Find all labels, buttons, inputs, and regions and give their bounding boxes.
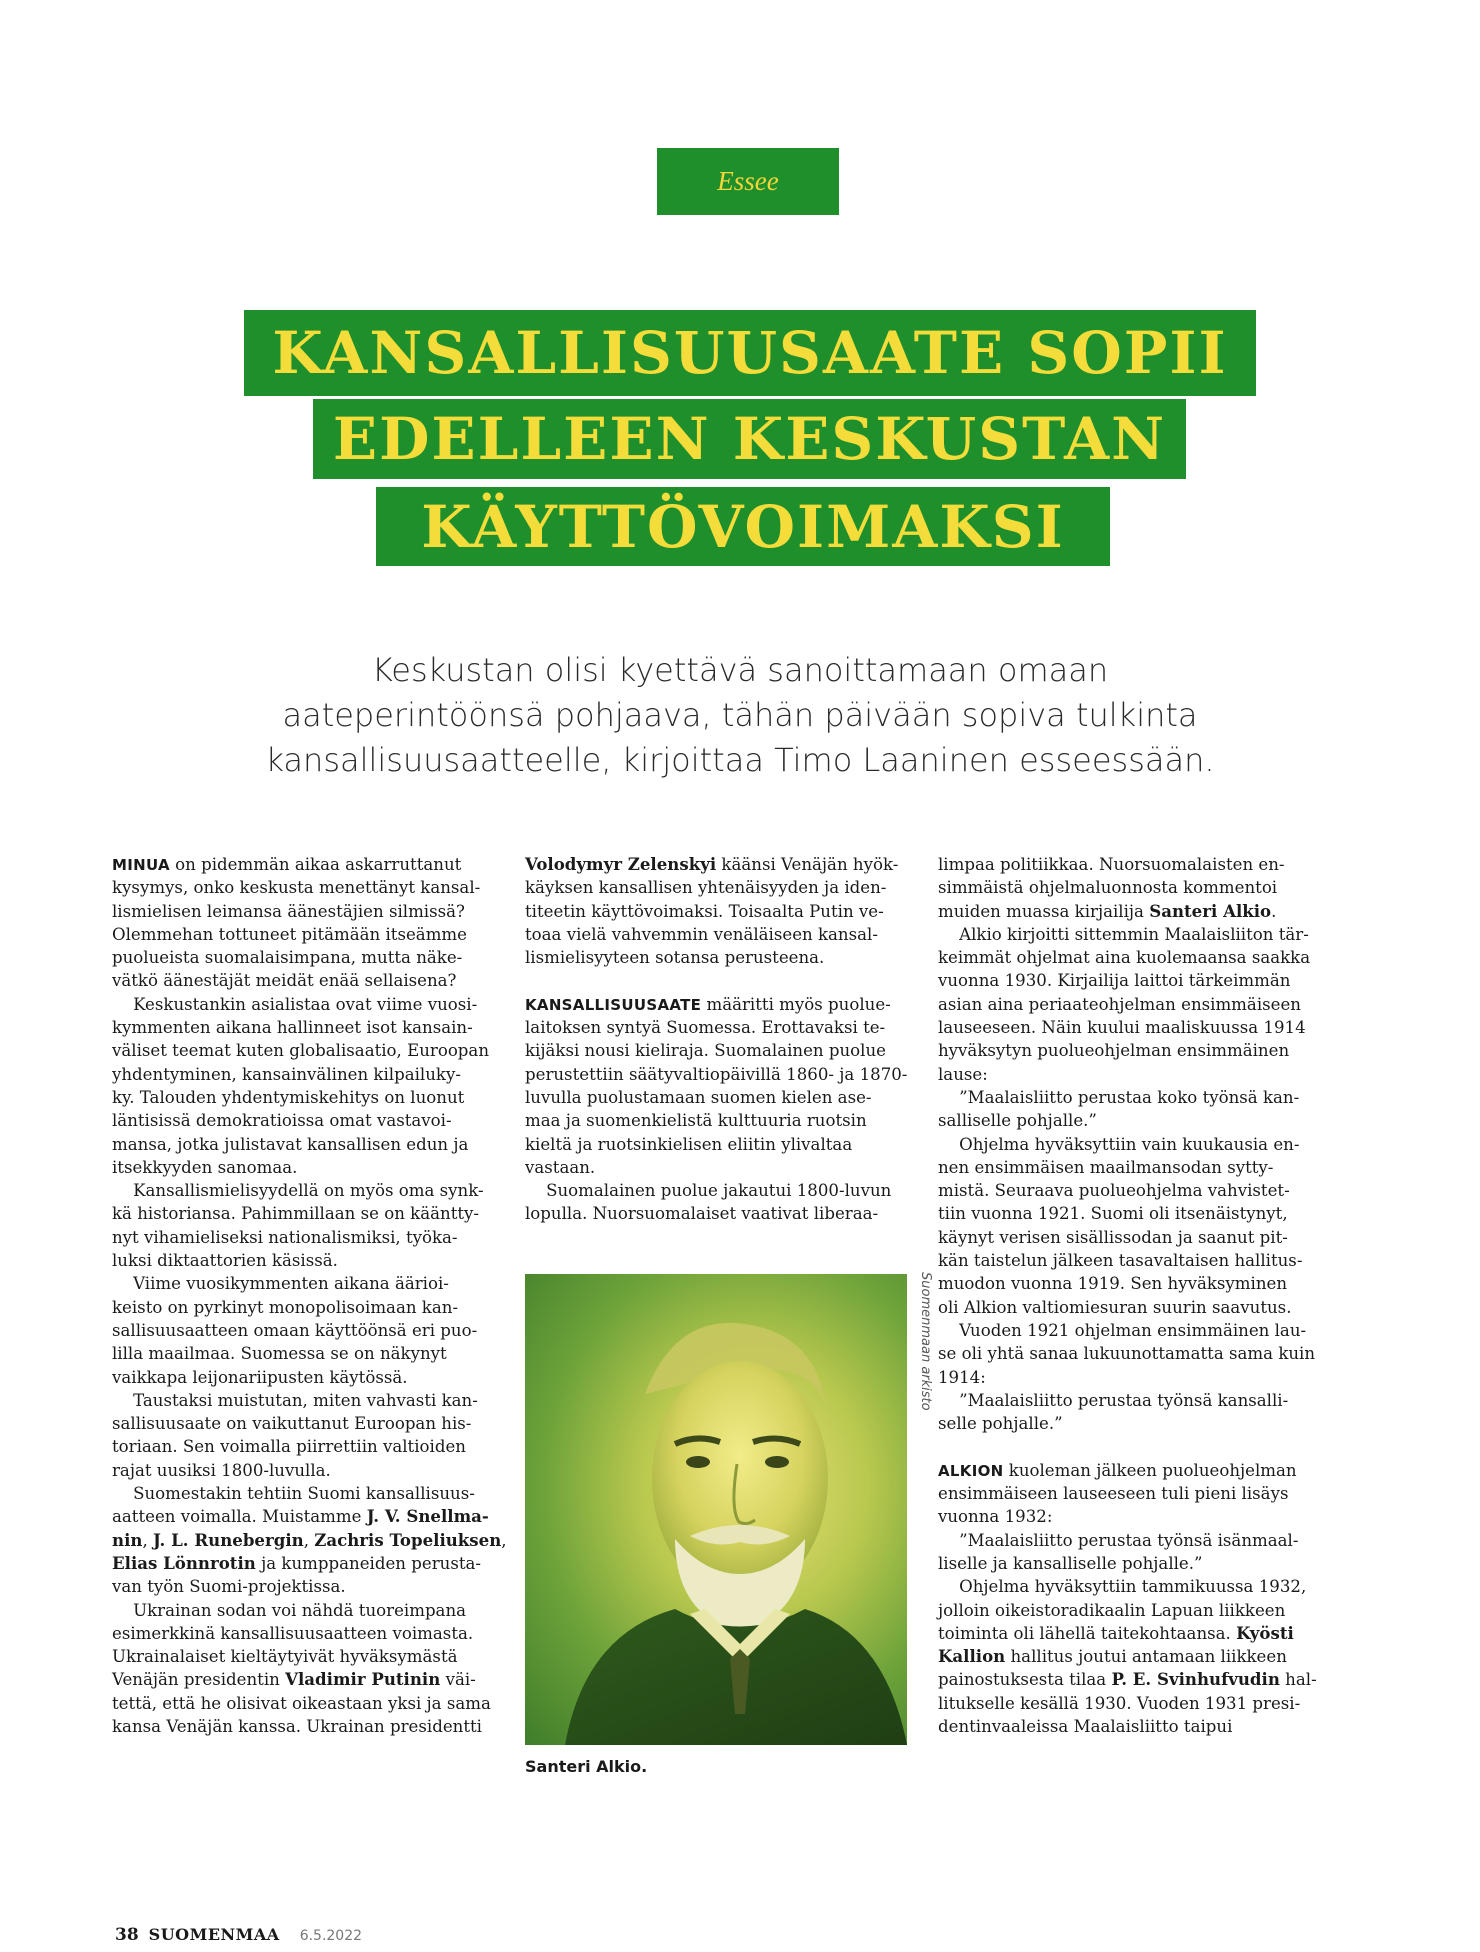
text-line: kymmenten aikana hallinneet isot kansain- (112, 1018, 473, 1038)
text-line: selle pohjalle.” (938, 1414, 1063, 1434)
text-line: oli Alkion valtiomiesuran suurin saavutus. (938, 1297, 1292, 1317)
text-line: nen ensimmäisen maailmansodan sytty- (938, 1157, 1274, 1177)
text-line: lauseeseen. Näin kuului maaliskuussa 1914 (938, 1018, 1306, 1038)
text-line: puolueista suomalaisimpana, mutta näke- (112, 948, 463, 968)
text-line: kän taistelun jälkeen tasavaltaisen hallitus- (938, 1251, 1303, 1271)
article-column-3 (938, 853, 1318, 1738)
text-line: maa ja suomenkielistä kulttuuria ruotsin (525, 1111, 867, 1131)
text-line: toiminta oli lähellä taitekohtaansa. Kyösti (938, 1622, 1294, 1643)
lead-line: kansallisuusaatteelle, kirjoittaa Timo Laaninen esseessään. (265, 741, 1215, 779)
text-line: Viime vuosikymmenten aikana äärioi- (112, 1274, 449, 1294)
text-line: muiden muassa kirjailija Santeri Alkio. (938, 900, 1277, 921)
paragraph-gap (938, 1435, 1318, 1458)
lead-line: Keskustan olisi kyettävä sanoittamaan omaan (371, 651, 1109, 689)
text-line: kysymys, onko keskusta menettänyt kansal- (112, 878, 481, 898)
lead-paragraph (230, 648, 1250, 783)
portrait-illustration (525, 1274, 907, 1745)
text-line: mistä. Seuraava puolueohjelma vahvistet- (938, 1181, 1290, 1201)
text-line: Olemmehan tottuneet pitämään itseämme (112, 924, 467, 944)
magazine-brand: SUOMENMAA (148, 1925, 280, 1944)
text-line: Elias Lönnrotin ja kumppaneiden perusta- (112, 1552, 482, 1573)
text-line: simmäistä ohjelmaluonnosta kommentoi (938, 878, 1278, 898)
text-line: vätkö äänestäjät meidät enää sellaisena? (112, 971, 457, 991)
text-line: MINUA on pidemmän aikaa askarruttanut (112, 855, 462, 874)
text-line: yhdentyminen, kansainvälinen kilpailuky- (112, 1064, 461, 1084)
text-line: hyväksytyn puolueohjelman ensimmäinen (938, 1041, 1290, 1061)
text-line: van työn Suomi-projektissa. (112, 1577, 346, 1597)
text-line: käynyt verisen sisällissodan ja saanut pit- (938, 1227, 1288, 1247)
text-line: Ukrainan sodan voi nähdä tuoreimpana (112, 1600, 467, 1620)
text-line: 1914: (938, 1367, 986, 1387)
text-line: vuonna 1932: (938, 1507, 1053, 1527)
text-line: läntisissä demokratioissa omat vastavoi- (112, 1111, 452, 1131)
text-line: lismielisen leimansa äänestäjien silmissä? (112, 901, 465, 921)
section-tag: Essee (657, 148, 839, 215)
text-line: vastaan. (525, 1157, 596, 1177)
text-line: salliselle pohjalle.” (938, 1111, 1097, 1131)
text-line: rajat uusiksi 1800-luvulla. (112, 1460, 331, 1480)
text-line: Taustaksi muistutan, miten vahvasti kan- (112, 1390, 478, 1410)
text-line: lilla maailmaa. Suomessa se on näkynyt (112, 1344, 447, 1364)
page-number: 38 (115, 1925, 139, 1945)
text-line: tiin vuonna 1921. Suomi oli itsenäistynyt, (938, 1204, 1288, 1224)
lead-line: aateperintöönsä pohjaava, tähän päivään sopiva tulkinta (282, 696, 1198, 734)
text-line: toriaan. Sen voimalla piirrettiin valtioiden (112, 1437, 466, 1457)
text-line: titeetin käyttövoimaksi. Toisaalta Putin ve- (525, 901, 884, 921)
text-line: Suomalainen puolue jakautui 1800-luvun (525, 1181, 892, 1201)
text-line: kieltä ja ruotsinkielisen eliitin ylivaltaa (525, 1134, 853, 1154)
text-line: ”Maalaisliitto perustaa työnsä isänmaal- (938, 1530, 1299, 1550)
text-line: lismielisyyteen sotansa perusteena. (525, 948, 825, 968)
issue-date: 6.5.2022 (299, 1928, 363, 1944)
text-line: Venäjän presidentin Vladimir Putinin väi- (112, 1669, 476, 1690)
text-line: litukselle kesällä 1930. Vuoden 1931 presi- (938, 1693, 1301, 1713)
text-line: Ohjelma hyväksyttiin vain kuukausia en- (938, 1134, 1300, 1154)
text-line: vaikkapa leijonariipusten käytössä. (112, 1367, 408, 1387)
text-line: se oli yhtä sanaa lukuunottamatta sama kuin (938, 1344, 1316, 1364)
text-line: luksi diktaattorien käsissä. (112, 1251, 338, 1271)
text-line: ensimmäiseen lauseeseen tuli pieni lisäys (938, 1484, 1289, 1504)
text-line: vuonna 1930. Kirjailija laittoi tärkeimmän (938, 971, 1291, 991)
text-line: Kallion hallitus joutui antamaan liikkeen (938, 1646, 1287, 1667)
text-line: ky. Talouden yhdentymiskehitys on luonut (112, 1087, 465, 1107)
text-line: aatteen voimalla. Muistamme J. V. Snellma- (112, 1506, 489, 1527)
text-line: sallisuusaatteen omaan käyttöönsä eri puo- (112, 1320, 478, 1340)
text-line: käyksen kansallisen yhtenäisyyden ja iden- (525, 878, 887, 898)
text-line: Kansallismielisyydellä on myös oma synk- (112, 1181, 484, 1201)
text-line: Ukrainalaiset kieltäytyivät hyväksymästä (112, 1647, 458, 1667)
headline-line-3: KÄYTTÖVOIMAKSI (376, 487, 1110, 566)
text-line: keimmät ohjelmat aina kuolemaansa saakka (938, 948, 1311, 968)
text-line: itsekkyyden sanomaa. (112, 1157, 298, 1177)
text-line: liselle ja kansalliselle pohjalle.” (938, 1553, 1203, 1573)
text-line: sallisuusaate on vaikuttanut Euroopan his- (112, 1414, 472, 1434)
text-line: mansa, jotka julistavat kansallisen edun ja (112, 1134, 469, 1154)
text-line: limpaa politiikkaa. Nuorsuomalaisten en- (938, 855, 1285, 874)
portrait-photo (525, 1274, 907, 1745)
text-line: Suomestakin tehtiin Suomi kansallisuus- (112, 1484, 475, 1504)
headline-line-2: EDELLEEN KESKUSTAN (313, 399, 1186, 479)
text-line: lopulla. Nuorsuomalaiset vaativat liberaa- (525, 1204, 879, 1224)
text-line: luvulla puolustamaan suomen kielen ase- (525, 1087, 872, 1107)
text-line: asian aina periaateohjelman ensimmäiseen (938, 994, 1301, 1014)
photo-caption: Santeri Alkio. (525, 1757, 648, 1776)
text-line: kä historiansa. Pahimmillaan se on kääntty- (112, 1204, 480, 1224)
article-column-1 (112, 853, 507, 1738)
text-line: tettä, että he olisivat oikeastaan yksi ja sama (112, 1693, 491, 1713)
text-line: dentinvaaleissa Maalaisliitto taipui (938, 1716, 1233, 1736)
headline-line-1: KANSALLISUUSAATE SOPII (244, 310, 1256, 396)
text-line: perustettiin säätyvaltiopäivillä 1860- ja 1870- (525, 1064, 908, 1084)
text-line: Volodymyr Zelenskyi käänsi Venäjän hyök- (525, 854, 899, 874)
text-line: painostuksesta tilaa P. E. Svinhufvudin hal- (938, 1669, 1317, 1690)
text-line: Alkio kirjoitti sittemmin Maalaisliiton tär- (938, 924, 1309, 944)
text-line: Ohjelma hyväksyttiin tammikuussa 1932, (938, 1577, 1307, 1597)
text-line: Vuoden 1921 ohjelman ensimmäinen lau- (938, 1320, 1307, 1340)
text-line: toaa vielä vahvemmin venäläiseen kansal- (525, 924, 878, 944)
text-line: kijäksi nousi kieliraja. Suomalainen puolue (525, 1041, 886, 1061)
paragraph-gap (525, 969, 905, 992)
photo-credit: Suomenmaan arkisto (918, 1272, 933, 1411)
text-line: laitoksen syntyä Suomessa. Erottavaksi te- (525, 1018, 886, 1038)
text-line: lause: (938, 1064, 988, 1084)
text-line: KANSALLISUUSAATE määritti myös puolue- (525, 994, 891, 1014)
text-line: nyt vihamieliseksi nationalismiksi, työka- (112, 1227, 458, 1247)
text-line: jolloin oikeistoradikaalin Lapuan liikkeen (938, 1600, 1286, 1620)
page-footer (115, 1925, 362, 1945)
text-line: ALKION kuoleman jälkeen puolueohjelman (938, 1460, 1297, 1480)
text-line: ”Maalaisliitto perustaa koko työnsä kan- (938, 1087, 1300, 1107)
text-line: keisto on pyrkinyt monopolisoimaan kan- (112, 1297, 459, 1317)
text-line: ”Maalaisliitto perustaa työnsä kansalli- (938, 1390, 1289, 1410)
text-line: kansa Venäjän kanssa. Ukrainan presidentti (112, 1716, 482, 1736)
text-line: Keskustankin asialistaa ovat viime vuosi- (112, 994, 478, 1014)
text-line: muodon vuonna 1919. Sen hyväksyminen (938, 1274, 1288, 1294)
text-line: esimerkkinä kansallisuusaatteen voimasta. (112, 1623, 474, 1643)
text-line: väliset teemat kuten globalisaatio, Euroopan (112, 1041, 490, 1061)
text-line: nin, J. L. Runebergin, Zachris Topeliuksen, (112, 1529, 507, 1550)
article-column-2 (525, 853, 908, 1226)
